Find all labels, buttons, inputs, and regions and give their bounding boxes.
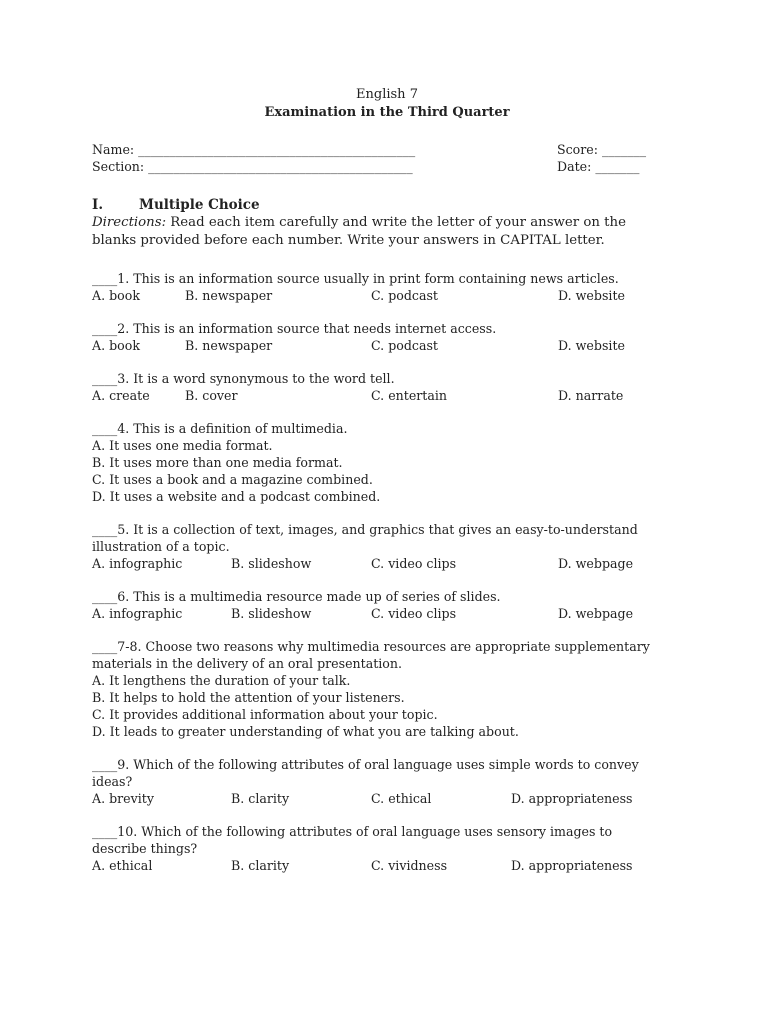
question-10 (92, 823, 682, 874)
choice-b: B. newspaper (185, 288, 273, 303)
choice-row (92, 337, 682, 354)
question-text: ____10. Which of the following attributes of oral language uses sensory images to describe things? (92, 824, 613, 856)
subject-heading: English 7 (356, 87, 418, 102)
question-text: ____3. It is a word synonymous to the word tell. (92, 371, 395, 386)
question-3 (92, 370, 682, 404)
question-text: ____4. This is a definition of multimedia. (92, 421, 348, 436)
choice-a: A. infographic (92, 606, 183, 621)
directions-text: Read each item carefully and write the letter of your answer on the blanks provided before each number. Write your answers in CAPITAL letter. (92, 215, 626, 248)
date-field: Date: _______ (557, 159, 640, 174)
question-4 (92, 420, 682, 505)
directions (92, 214, 662, 250)
choice-c: C. podcast (371, 288, 438, 303)
exam-title: Examination in the Third Quarter (264, 105, 510, 120)
choice-a: A. book (92, 338, 140, 353)
name-field: Name: ____________________________________________ (92, 142, 416, 157)
choice-d: D. appropriateness (511, 858, 633, 873)
question-6 (92, 588, 682, 622)
choice-row (92, 790, 682, 807)
choice-row (92, 857, 682, 874)
choice-d: D. webpage (558, 606, 634, 621)
choice-b: B. newspaper (185, 338, 273, 353)
choice-b: B. It uses more than one media format. (92, 455, 343, 470)
choice-c: C. ethical (371, 791, 432, 806)
choice-a: A. It uses one media format. (92, 438, 273, 453)
choice-c: C. video clips (371, 606, 457, 621)
choice-c: C. entertain (371, 388, 447, 403)
choice-d: D. It uses a website and a podcast combined. (92, 489, 381, 504)
question-9 (92, 756, 682, 807)
choice-b: B. slideshow (231, 556, 312, 571)
directions-label: Directions: (92, 215, 167, 230)
question-text: ____6. This is a multimedia resource made up of series of slides. (92, 589, 501, 604)
section-field: Section: __________________________________________ (92, 159, 413, 174)
question-text: ____5. It is a collection of text, images, and graphics that gives an easy-to-understand illustration of a topic. (92, 522, 638, 554)
choice-b: B. slideshow (231, 606, 312, 621)
section-title: Multiple Choice (139, 197, 260, 213)
question-1 (92, 270, 682, 304)
choice-a: A. ethical (92, 858, 153, 873)
choice-a: A. create (92, 388, 150, 403)
choice-b: B. It helps to hold the attention of your listeners. (92, 690, 405, 705)
choice-d: D. webpage (558, 556, 634, 571)
section-heading (92, 196, 682, 214)
exam-page (92, 86, 682, 874)
question-2 (92, 320, 682, 354)
choice-b: B. clarity (231, 791, 290, 806)
choice-row (92, 605, 682, 622)
choice-d: D. narrate (558, 388, 624, 403)
question-text: ____9. Which of the following attributes of oral language uses simple words to convey ideas? (92, 757, 639, 789)
student-info (92, 141, 682, 177)
choice-d: D. appropriateness (511, 791, 633, 806)
choice-c: C. video clips (371, 556, 457, 571)
choice-a: A. book (92, 288, 140, 303)
question-text: ____1. This is an information source usually in print form containing news articles. (92, 271, 619, 286)
choice-d: D. website (558, 288, 625, 303)
question-7-8 (92, 638, 682, 740)
score-field: Score: _______ (557, 142, 647, 157)
choice-a: A. infographic (92, 556, 183, 571)
question-text: ____2. This is an information source that needs internet access. (92, 321, 497, 336)
choice-c: C. vividness (371, 858, 448, 873)
choice-d: D. website (558, 338, 625, 353)
choice-c: C. podcast (371, 338, 438, 353)
choice-d: D. It leads to greater understanding of what you are talking about. (92, 724, 519, 739)
choice-b: B. clarity (231, 858, 290, 873)
choice-row (92, 287, 682, 304)
question-5 (92, 521, 682, 572)
choice-a: A. It lengthens the duration of your talk. (92, 673, 351, 688)
choice-row (92, 555, 682, 572)
question-text: ____7-8. Choose two reasons why multimedia resources are appropriate supplementary materials in the delivery of an oral presentation. (92, 639, 650, 671)
section-number: I. (92, 197, 104, 213)
choice-c: C. It provides additional information about your topic. (92, 707, 438, 722)
choice-row (92, 387, 682, 404)
choice-a: A. brevity (92, 791, 154, 806)
choice-c: C. It uses a book and a magazine combined. (92, 472, 373, 487)
choice-b: B. cover (185, 388, 238, 403)
